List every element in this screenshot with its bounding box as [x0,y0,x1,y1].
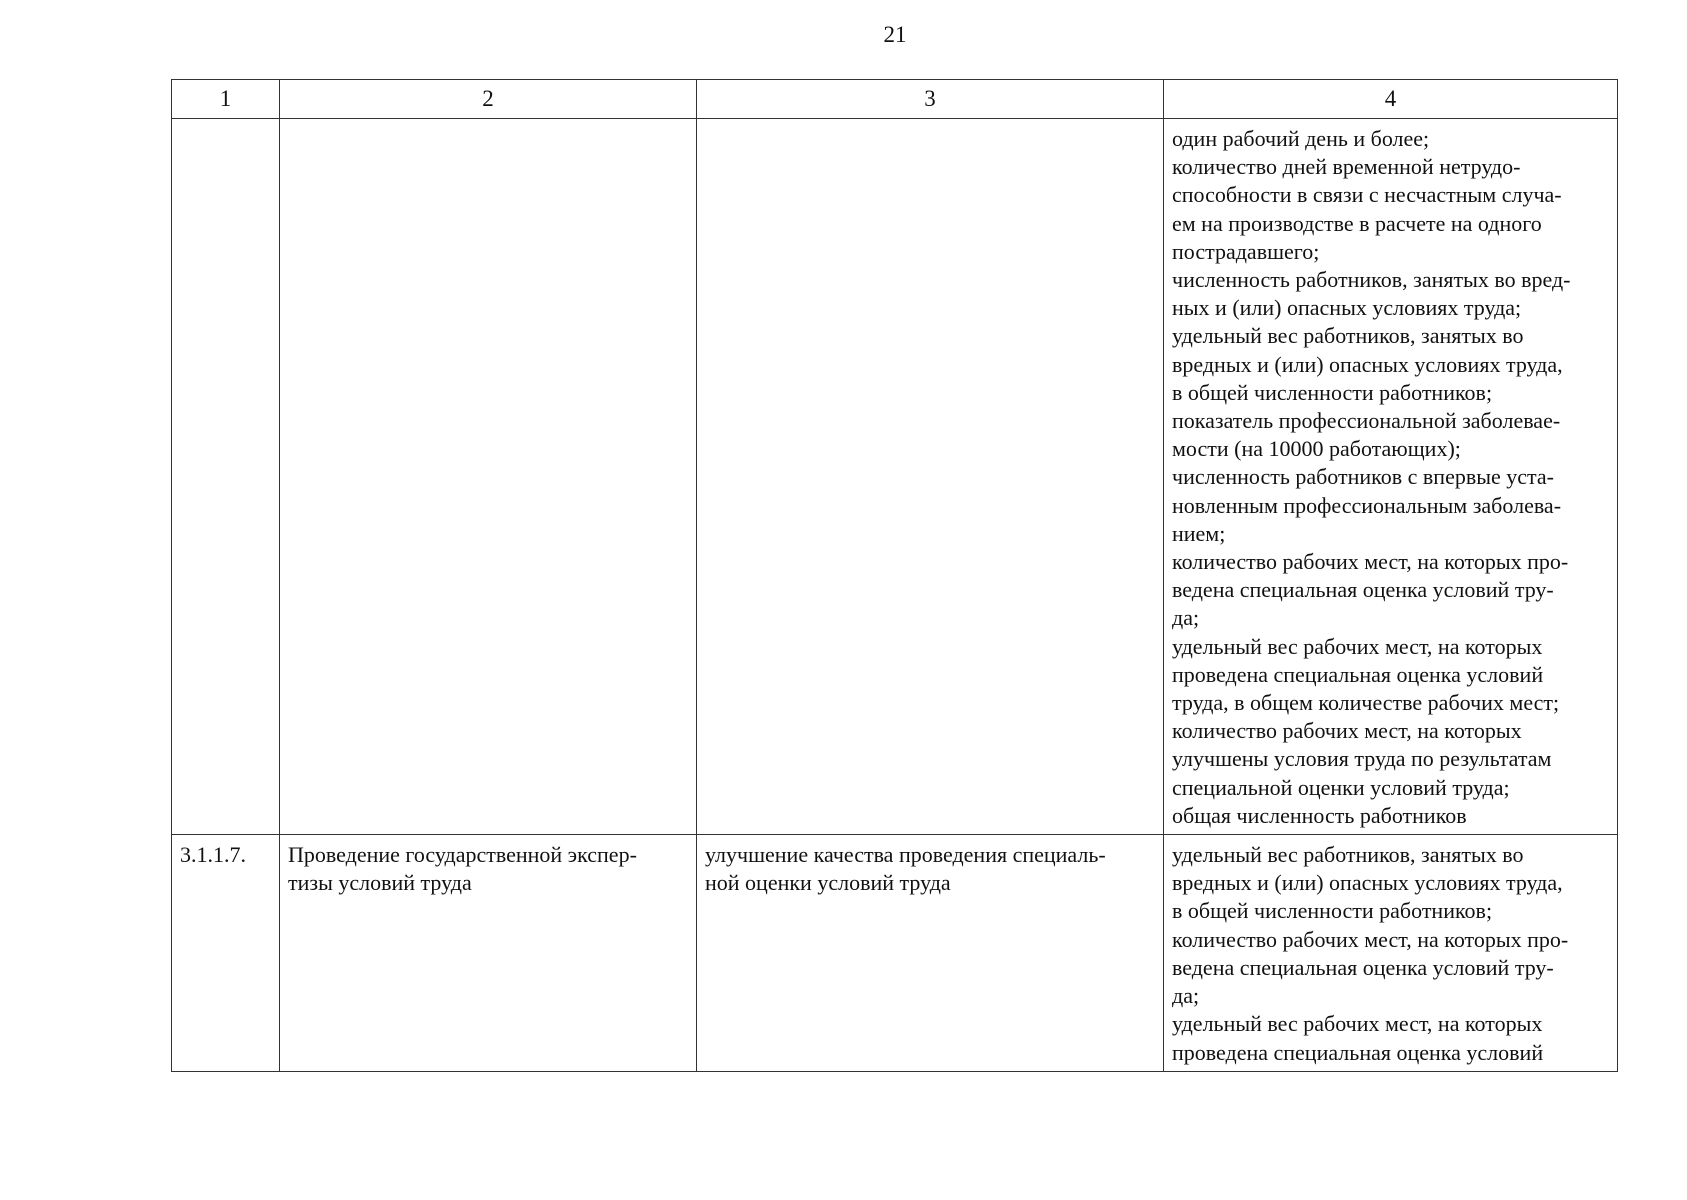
text-line: тизы условий труда [288,870,472,896]
text-line: количество рабочих мест, на которых [1172,718,1522,744]
text-line: ведена специальная оценка условий тру- [1172,954,1554,980]
cell-result-empty [697,119,1164,835]
text-line: улучшение качества проведения специаль- [705,842,1106,868]
cell-number-empty [172,119,280,835]
text-line: количество дней временной нетрудо- [1172,154,1521,180]
header-col-1: 1 [172,80,280,119]
indicators-table [171,79,1618,1072]
text-line: нием; [1172,520,1226,546]
text-line: способности в связи с несчастным случа- [1172,182,1562,208]
text-line: один рабочий день и более; [1172,126,1430,151]
cell-indicators [1164,835,1618,1072]
text-line: специальной оценки условий труда; [1172,774,1510,800]
cell-result [697,835,1164,1072]
text-line: вредных и (или) опасных условиях труда, [1172,870,1563,896]
cell-measure [280,835,697,1072]
text-line: пострадавшего; [1172,238,1320,264]
cell-number: 3.1.1.7. [172,835,280,1072]
text-line: новленным профессиональным заболева- [1172,492,1562,518]
text-line: Проведение государственной экспер- [288,842,637,868]
text-line: ной оценки условий труда [705,870,951,896]
text-line: удельный вес рабочих мест, на которых [1172,1011,1543,1037]
text-line: в общей численности работников; [1172,379,1493,405]
text-line: труда, в общем количестве рабочих мест; [1172,690,1560,716]
page-number: 21 [883,22,907,47]
text-line: проведена специальная оценка условий [1172,1039,1544,1065]
text-line: количество рабочих мест, на которых про- [1172,926,1569,952]
text-line: мости (на 10000 работающих); [1172,436,1461,462]
text-line: вредных и (или) опасных условиях труда, [1172,351,1563,377]
text-line: да; [1172,983,1200,1009]
cell-measure-empty [280,119,697,835]
text-line: количество рабочих мест, на которых про- [1172,549,1569,575]
text-line: да; [1172,605,1200,631]
text-line: улучшены условия труда по результатам [1172,746,1552,772]
cell-indicators-continued [1164,119,1618,835]
table-row-3117 [172,835,1618,1072]
text-line: численность работников с впервые уста- [1172,464,1555,490]
text-line: проведена специальная оценка условий [1172,661,1544,687]
table-header-row [172,80,1618,119]
text-line: ных и (или) опасных условиях труда; [1172,295,1522,321]
table-row-continued [172,119,1618,835]
header-col-4: 4 [1164,80,1618,119]
text-line: ведена специальная оценка условий тру- [1172,577,1554,603]
text-line: показатель профессиональной заболевае- [1172,408,1561,434]
header-col-2: 2 [280,80,697,119]
text-line: в общей численности работников; [1172,898,1493,924]
text-line: удельный вес работников, занятых во [1172,842,1524,868]
text-line: общая численность работников [1172,802,1467,828]
text-line: ем на производстве в расчете на одного [1172,210,1542,236]
text-line: удельный вес рабочих мест, на которых [1172,633,1543,659]
text-line: численность работников, занятых во вред- [1172,267,1571,293]
header-col-3: 3 [697,80,1164,119]
text-line: удельный вес работников, занятых во [1172,323,1524,349]
